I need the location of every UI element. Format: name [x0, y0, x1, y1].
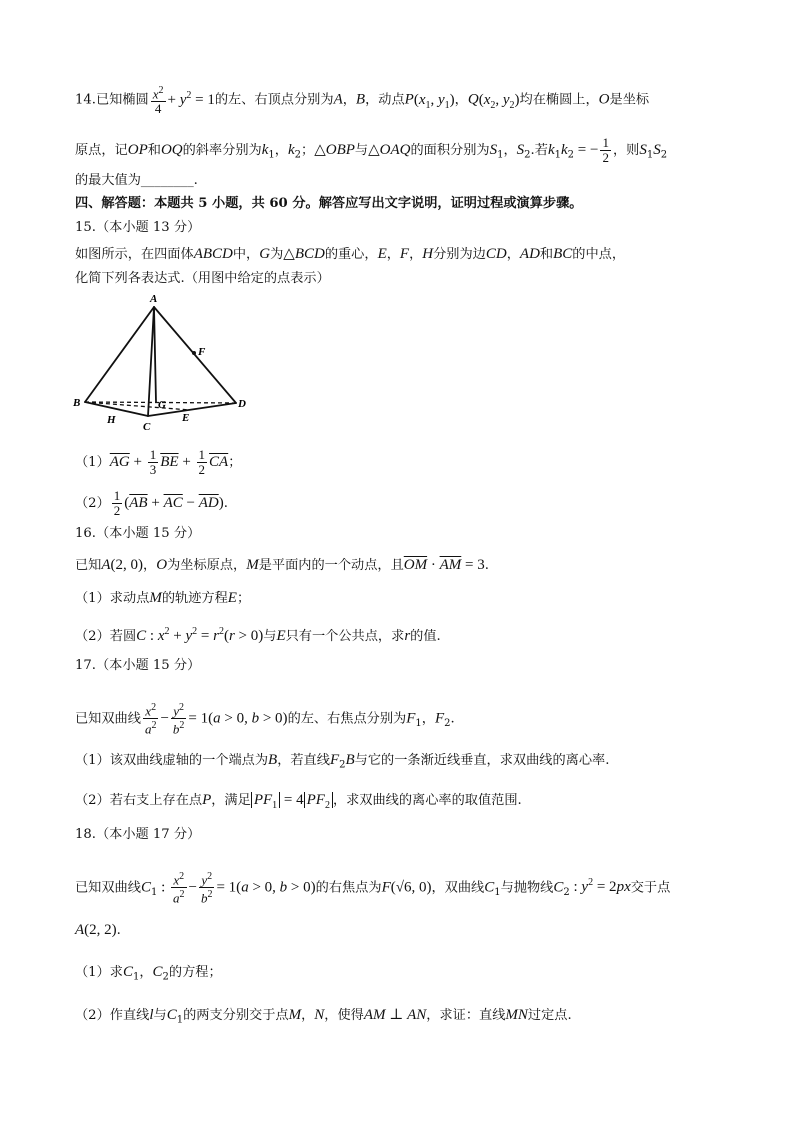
- q16-number: 16.（本小题 15 分）: [75, 526, 201, 541]
- label-F: F: [198, 346, 206, 358]
- fraction: $\frac{1}{2}$: [113, 488, 121, 518]
- point-F: [192, 351, 196, 355]
- section-heading: 四、解答题：本题共 5 小题，共 60 分。解答应写出文字说明，证明过程或演算步骤。: [75, 196, 583, 211]
- fraction: $\frac{1}{3}$: [149, 447, 157, 477]
- fraction: $\frac{1}{2}$: [198, 447, 206, 477]
- q18-part1: （1）求$C_1$，$C_2$的方程；: [75, 964, 222, 983]
- fraction: $\frac{y^2}{b^2}$: [172, 702, 185, 737]
- q17-line1: 已知双曲线 $\frac{x^2}{a^2}$ − $\frac{y^2}{b^2}$ = 1(a > 0, b > 0)的左、右焦点分别为$F_1$，$F_2$.: [75, 702, 455, 737]
- q14-line1: 14.已知椭圆 $\frac{x^2}{4}$ + $y^2 = 1$的左、右顶点分别为A，B，动点$P(x_1$, $y_1$)，$Q(x_2$, $y_2$)均在椭圆上，O是坐标: [75, 85, 650, 117]
- label-H: H: [107, 414, 116, 426]
- q15-line1: 如图所示，在四面体ABCD中，G为△BCD的重心，E，F，H分别为边CD，AD和BC的中点，: [75, 246, 626, 262]
- fraction: $\frac{1}{2}$: [602, 135, 609, 165]
- fraction: $\frac{x^2}{a^2}$: [173, 871, 185, 906]
- segment-AG: [154, 307, 156, 402]
- q18-part2: （2）作直线l与$C_1$的两支分别交于点M，N，使得AM ⊥ AN，求证：直线MN过定点.: [75, 1007, 572, 1026]
- q15-part2: （2） $\frac{1}{2}$ $(\overline{AB} + \overline{AC} - \overline{AD})$.: [75, 488, 228, 518]
- fraction: $\frac{y^2}{b^2}$: [200, 871, 213, 906]
- edge-AD: [154, 307, 236, 403]
- q16-line1: 已知A(2, 0)，O为坐标原点，M是平面内的一个动点，且$\overline{OM} \cdot \overline{AM} = 3$.: [75, 557, 489, 573]
- tetrahedron-figure: [70, 290, 260, 435]
- q17-number: 17.（本小题 15 分）: [75, 658, 201, 673]
- label-C: C: [143, 421, 151, 433]
- q18-number: 18.（本小题 17 分）: [75, 827, 201, 842]
- label-D: D: [238, 398, 246, 410]
- q14-line3: 的最大值为________.: [75, 173, 198, 188]
- q17-part2: （2）若右支上存在点P，满足 $PF_1 = 4$ $PF_2$ ，求双曲线的离心率的取值范围.: [75, 792, 522, 811]
- q15-part1: $(1)\overline{AG}$ + $\frac{1}{3}$ $\overline{BE}$ + $\frac{1}{2}$ $\overline{CA}$；: [75, 447, 242, 477]
- q15-number: 15.（本小题 13 分）: [75, 220, 201, 235]
- label-E: E: [182, 412, 190, 424]
- q16-part1: （1）求动点M的轨迹方程E；: [75, 590, 251, 606]
- q15-line2: 化简下列各表达式.（用图中给定的点表示）: [75, 271, 330, 286]
- edge-AC: [148, 307, 154, 416]
- label-B: B: [73, 397, 81, 409]
- fraction: $\frac{x^2}{a^2}$: [144, 702, 157, 737]
- label-A: A: [150, 293, 158, 305]
- q16-part2: （2）若圆C : $x^2 + y^2 = r^2(r > 0)$与E只有一个公共点，求r的值.: [75, 626, 441, 644]
- fraction: $\frac{x^2}{4}$: [152, 85, 164, 117]
- q14-line2: 原点，记OP和OQ的斜率分别为$k_1$，$k_2$；△OBP与△OAQ的面积分别为$S_1$，$S_2$.若$k_1k_2$ = − $\frac{1}{2}$ ，则$S_1S_2$: [75, 135, 668, 165]
- edge-AB: [85, 307, 154, 402]
- q18-line1: 已知双曲线$C_1$ : $\frac{x^2}{a^2}$ − $\frac{y^2}{b^2}$ = 1(a > 0, b > 0)的右焦点为F(√6, 0)，双曲线$C_1$与抛物线$C_2$ : $y^2 = 2px$交于点: [75, 871, 671, 906]
- q17-part1: （1）该双曲线虚轴的一个端点为B，若直线$F_2B$与它的一条渐近线垂直，求双曲线的离心率.: [75, 752, 610, 771]
- q18-line2: A(2, 2).: [75, 922, 121, 938]
- label-G: G: [158, 399, 166, 411]
